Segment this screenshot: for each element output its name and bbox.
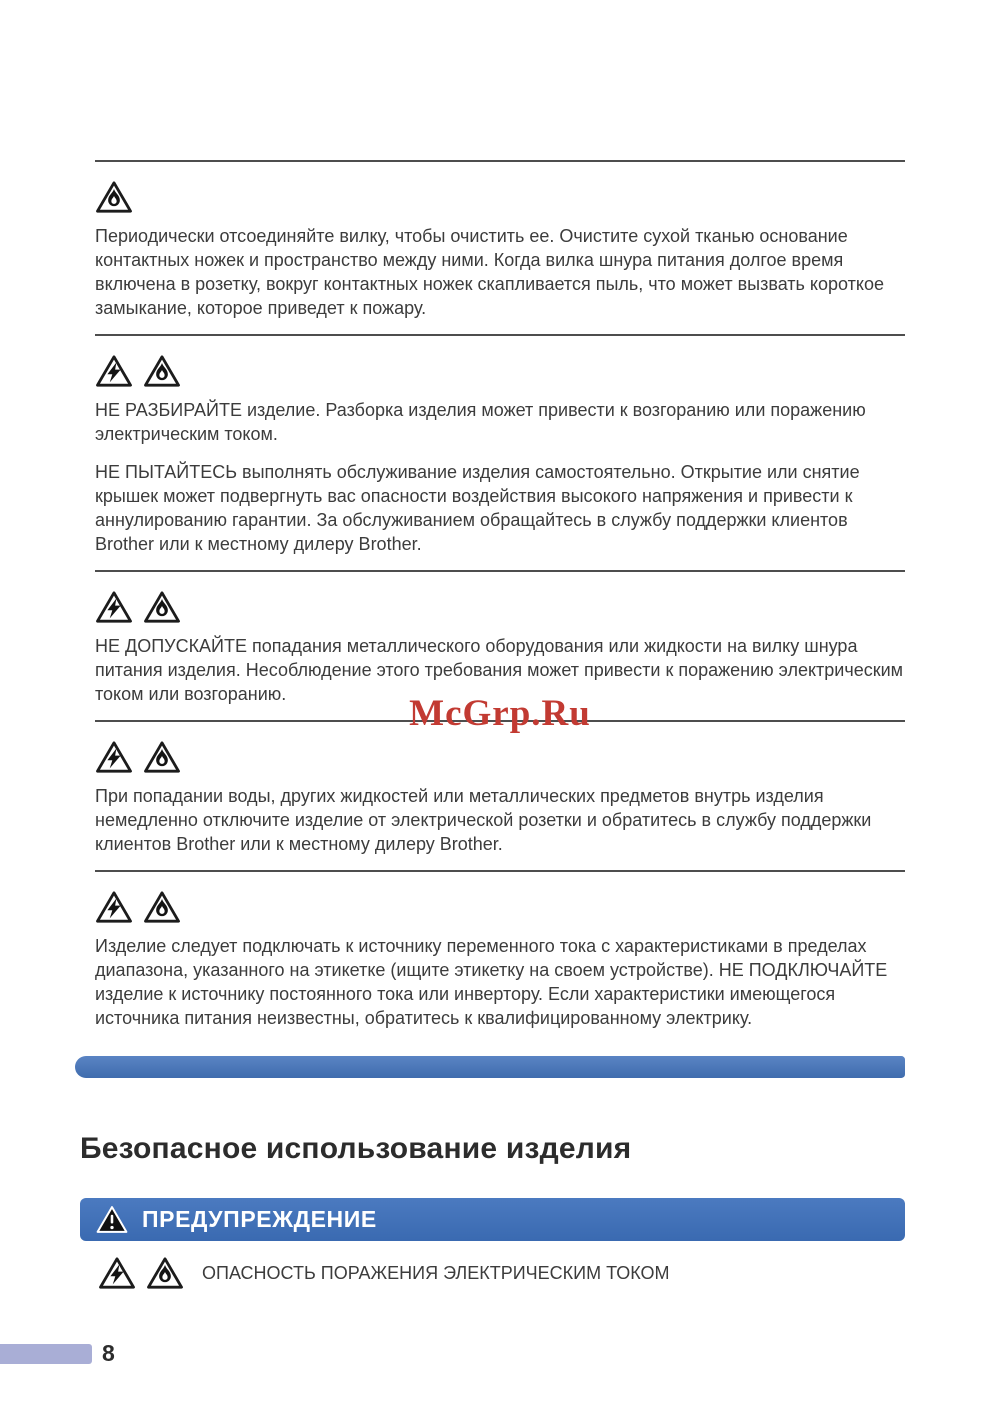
safety-paragraph: НЕ ПЫТАЙТЕСЬ выполнять обслуживание изделия самостоятельно. Открытие или снятие крышек может подвергнуть вас опасности воздействия высокого напряжения и привести к аннулированию гарантии. За обслуживанием обращайтесь в службу поддержки клиентов Brother или к местному дилеру Brother.: [95, 462, 860, 554]
electric-shock-warning-icon: [95, 354, 133, 388]
section-end-bar: [75, 1056, 905, 1078]
exclamation-warning-icon: [96, 1205, 128, 1234]
warning-icons-row: [95, 180, 905, 214]
section-divider: [95, 570, 905, 572]
electric-shock-warning-icon: [98, 1256, 136, 1290]
section-divider: [95, 334, 905, 336]
page-title: Безопасное использование изделия: [80, 1132, 632, 1165]
warning-icons-row: [95, 590, 905, 624]
electric-shock-warning-icon: [95, 740, 133, 774]
fire-warning-icon: [95, 180, 133, 214]
electric-shock-warning-icon: [95, 590, 133, 624]
electric-shock-warning-icon: [95, 890, 133, 924]
fire-warning-icon: [146, 1256, 184, 1290]
warning-icons-row: [95, 740, 905, 774]
hazard-note-row: [98, 1256, 670, 1290]
safety-sections: [95, 160, 905, 1044]
page-number: 8: [102, 1340, 115, 1366]
watermark: McGrp.Ru: [409, 693, 591, 734]
section-divider: [95, 160, 905, 162]
warning-icons-row: [95, 890, 905, 924]
fire-warning-icon: [143, 590, 181, 624]
safety-paragraph: НЕ РАЗБИРАЙТЕ изделие. Разборка изделия может привести к возгоранию или поражению электрическим током.: [95, 400, 866, 444]
footer-accent-bar: [0, 1344, 92, 1364]
safety-paragraph: НЕ ДОПУСКАЙТЕ попадания металлического оборудования или жидкости на вилку шнура питания изделия. Несоблюдение этого требования может привести к поражению электрическим током или возгоранию.: [95, 636, 904, 704]
warning-banner: [80, 1198, 905, 1241]
safety-paragraph: Изделие следует подключать к источнику переменного тока с характеристиками в пределах диапазона, указанного на этикетке (ищите этикетку на своем устройстве). НЕ ПОДКЛЮЧАЙТЕ изделие к источнику постоянного тока или инвертору. Если характеристики имеющегося источника питания неизвестны, обратитесь к квалифицированному электрику.: [95, 936, 888, 1028]
warning-icons-row: [95, 354, 905, 388]
fire-warning-icon: [143, 740, 181, 774]
hazard-note-text: ОПАСНОСТЬ ПОРАЖЕНИЯ ЭЛЕКТРИЧЕСКИМ ТОКОМ: [202, 1262, 670, 1283]
section-divider: [95, 870, 905, 872]
fire-warning-icon: [143, 354, 181, 388]
warning-banner-label: ПРЕДУПРЕЖДЕНИЕ: [142, 1206, 377, 1232]
safety-paragraph: При попадании воды, других жидкостей или металлических предметов внутрь изделия немедленно отключите изделие от электрической розетки и обратитесь в службу поддержки клиентов Brother или к местному дилеру Brother.: [95, 786, 872, 854]
section-divider: [95, 720, 905, 722]
fire-warning-icon: [143, 890, 181, 924]
safety-paragraph: Периодически отсоединяйте вилку, чтобы очистить ее. Очистите сухой тканью основание контактных ножек и пространство между ними. Когда вилка шнура питания долгое время включена в розетку, вокруг контактных ножек скапливается пыль, что может вызвать короткое замыкание, которое приведет к пожару.: [95, 226, 884, 318]
